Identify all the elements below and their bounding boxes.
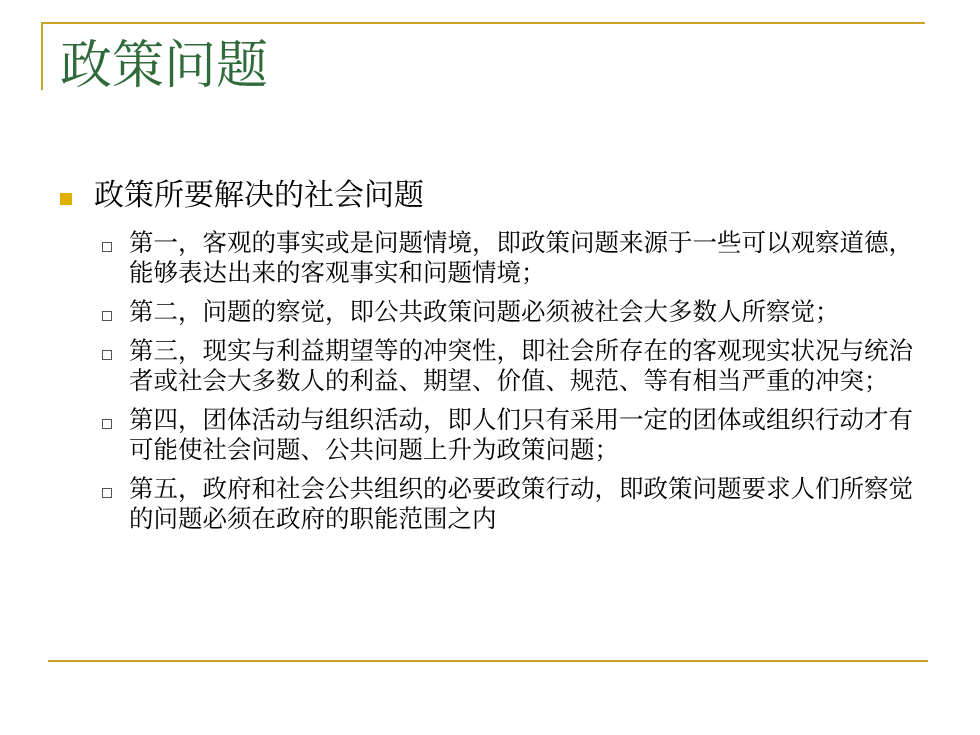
sub-bullet-text: 第二，问题的察觉，即公共政策问题必须被社会大多数人所察觉； [129, 297, 840, 326]
hollow-square-bullet-icon [102, 242, 112, 252]
hollow-square-bullet-icon [102, 311, 112, 321]
sub-bullet-item [102, 474, 930, 534]
slide-body [60, 176, 930, 543]
sub-bullet-item [102, 405, 930, 465]
hollow-square-bullet-icon [102, 350, 112, 360]
sub-bullet-item [102, 297, 930, 327]
main-bullet [60, 176, 930, 216]
slide-title: 政策问题 [60, 36, 269, 96]
square-bullet-icon [60, 193, 72, 205]
bottom-divider [48, 660, 928, 662]
sub-bullet-list [102, 228, 930, 534]
sub-bullet-text: 第四，团体活动与组织活动，即人们只有采用一定的团体或组织行动才有可能使社会问题、公共问题上升为政策问题； [129, 405, 913, 464]
sub-bullet-text: 第三，现实与利益期望等的冲突性，即社会所存在的客观现实状况与统治者或社会大多数人的利益、期望、价值、规范、等有相当严重的冲突； [129, 336, 913, 395]
hollow-square-bullet-icon [102, 419, 112, 429]
top-divider [41, 22, 925, 24]
sub-bullet-item [102, 336, 930, 396]
sub-bullet-item [102, 228, 930, 288]
sub-bullet-text: 第五，政府和社会公共组织的必要政策行动，即政策问题要求人们所察觉的问题必须在政府的职能范围之内 [129, 474, 913, 533]
sub-bullet-text: 第一，客观的事实或是问题情境，即政策问题来源于一些可以观察道德，能够表达出来的客观事实和问题情境； [129, 228, 913, 287]
main-bullet-text: 政策所要解决的社会问题 [94, 178, 424, 213]
left-accent-rule [41, 22, 43, 90]
hollow-square-bullet-icon [102, 488, 112, 498]
